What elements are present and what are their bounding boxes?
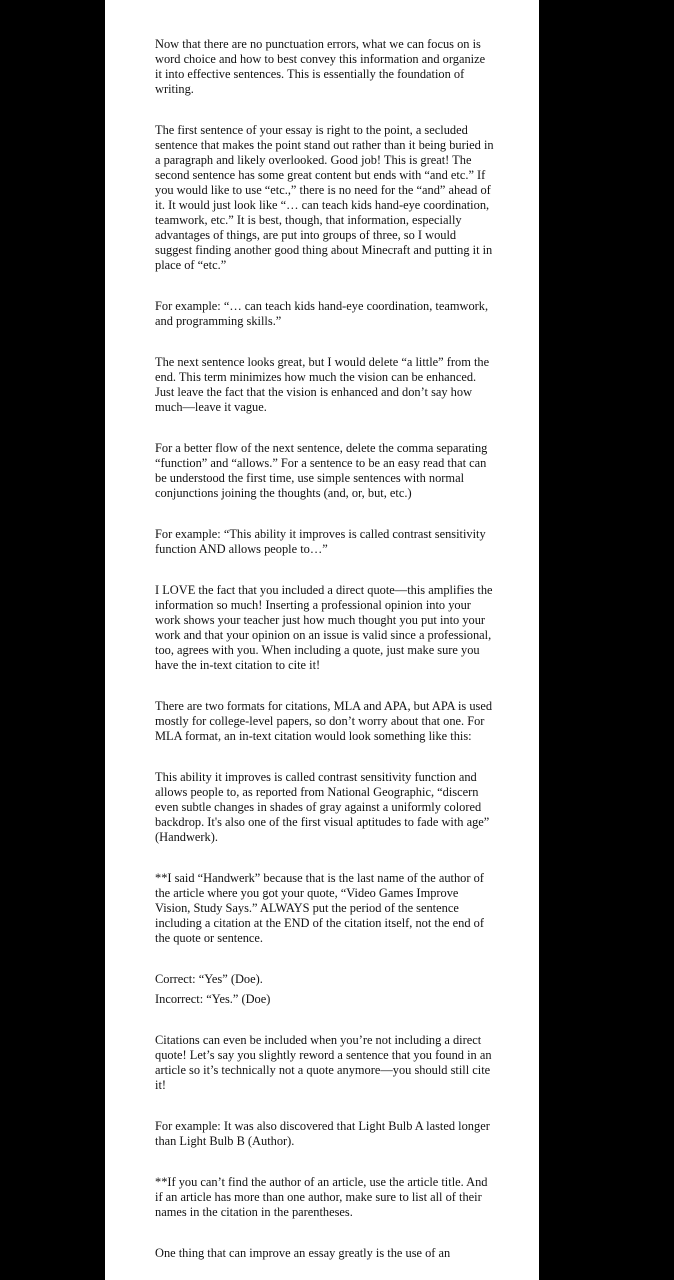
paragraph: The first sentence of your essay is right to the point, a secluded sentence that makes the point stand out rather than it being buried in a paragraph and likely overlooked. Good job! This is great! The second sentence has some great content but ends with “and etc.” If you would like to use “etc.,” there is no need for the “and” ahead of it. It would just look like “… can teach kids hand-eye coordination, teamwork, etc.” It is best, though, that information, especially advantages of things, are put into groups of three, so I would suggest finding another good thing about Minecraft and putting it in place of “etc.” <box>155 123 494 272</box>
paragraph: The next sentence looks great, but I would delete “a little” from the end. This term minimizes how much the vision can be enhanced. Just leave the fact that the vision is enhanced and don’t say how much—leave it vague. <box>155 355 490 414</box>
paragraph: Citations can even be included when you’re not including a direct quote! Let’s say you slightly reword a sentence that you found in an article so it’s technically not a quote anymore—you should still cite it! <box>155 1033 492 1092</box>
citation-example: This ability it improves is called contrast sensitivity function and allows people to, as reported from National Geographic, “discern even subtle changes in shades of gray against a uniformly colored backdrop. It's also one of the first visual aptitudes to fade with age” (Handwerk). <box>155 770 490 844</box>
paragraph: One thing that can improve an essay greatly is the use of an <box>155 1246 451 1260</box>
paragraph: There are two formats for citations, MLA and APA, but APA is used mostly for college-level papers, so don’t worry about that one. For MLA format, an in-text citation would look something like this: <box>155 699 493 743</box>
incorrect-example: Incorrect: “Yes.” (Doe) <box>155 992 271 1006</box>
correct-example: Correct: “Yes” (Doe). <box>155 972 263 986</box>
paragraph: I LOVE the fact that you included a direct quote—this amplifies the information so much! Inserting a professional opinion into your work shows your teacher just how much thought you put into your work and that your opinion on an issue is valid since a professional, too, agrees with you. When including a quote, just make sure you have the in-text citation to cite it! <box>155 583 493 672</box>
paragraph: For a better flow of the next sentence, delete the comma separating “function” and “allows.” For a sentence to be an easy read that can be understood the first time, use simple sentences with normal conjunctions joining the thoughts (and, or, but, etc.) <box>155 441 488 500</box>
paragraph: For example: “… can teach kids hand-eye coordination, teamwork, and programming skills.” <box>155 299 489 328</box>
document-page <box>105 0 539 1280</box>
document-body <box>155 37 495 1261</box>
paragraph: Now that there are no punctuation errors, what we can focus on is word choice and how to best convey this information and organize it into effective sentences. This is essentially the foundation of writing. <box>155 37 486 96</box>
paragraph: **I said “Handwerk” because that is the last name of the author of the article where you got your quote, “Video Games Improve Vision, Study Says.” ALWAYS put the period of the sentence including a citation at the END of the citation itself, not the end of the quote or sentence. <box>155 871 484 945</box>
paragraph: For example: It was also discovered that Light Bulb A lasted longer than Light Bulb B (Author). <box>155 1119 490 1148</box>
paragraph: **If you can’t find the author of an article, use the article title. And if an article has more than one author, make sure to list all of their names in the citation in the parentheses. <box>155 1175 488 1219</box>
paragraph: For example: “This ability it improves is called contrast sensitivity function AND allows people to…” <box>155 527 486 556</box>
